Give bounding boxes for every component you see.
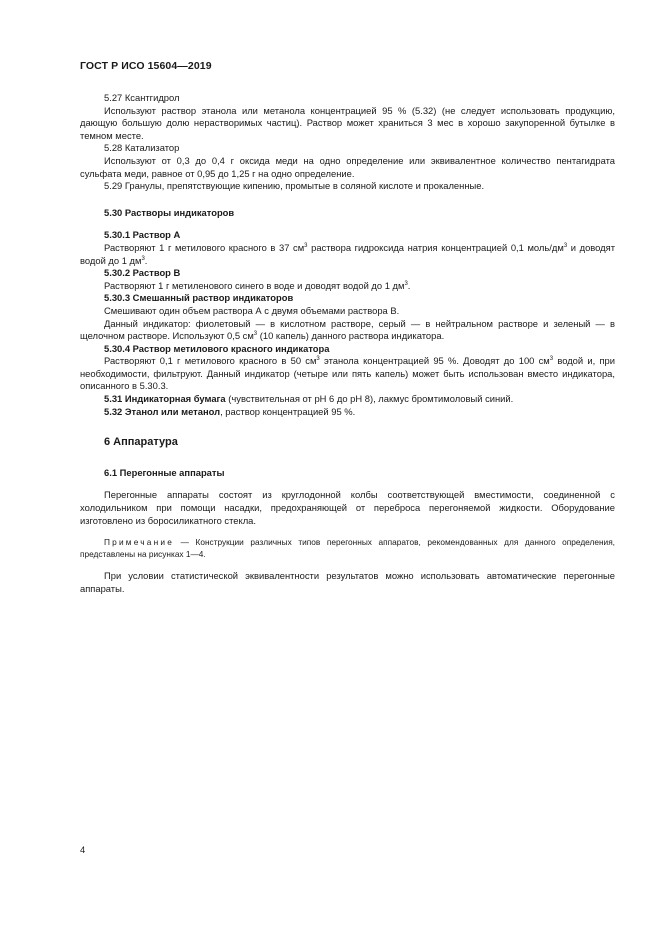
section-6-1-text-2: При условии статистической эквивалентности результатов можно использовать автоматические перегонные аппараты. <box>80 570 615 594</box>
section-5-30-3-text-1: Смешивают один объем раствора А с двумя объемами раствора В. <box>104 304 400 316</box>
page-number: 4 <box>80 844 86 855</box>
section-5-28-text: Используют от 0,3 до 0,4 г оксида меди на одно определение или эквивалентное количество пентагидрата сульфата меди, равное от 0,95 до 1,25 г на одно определение. <box>80 154 615 179</box>
section-5-27-title: 5.27 Ксантгидрол <box>104 92 180 103</box>
section-5-30-2-text: Растворяют 1 г метиленового синего в воде и доводят водой до 1 $дм^3$. <box>104 279 411 291</box>
section-5-30-4-text: Растворяют 0,1 г метилового красного в 50 $см^3$ этанола концентрацией 95 %. Доводят до 100 $см^3$ водой и, при необходимости, фильтруют. Данный индикатор (четыре или пять капель) может быть использован вместо индикатора, описанного в 5.30.3. <box>80 355 615 392</box>
section-5-29-text: 5.29 Гранулы, препятствующие кипению, промытые в соляной кислоте и прокаленные. <box>104 180 485 192</box>
section-5-30-2-title: 5.30.2 Раствор В <box>104 267 181 279</box>
document-header: ГОСТ Р ИСО 15604—2019 <box>80 60 212 72</box>
section-5-30-1-text: Растворяют 1 г метилового красного в 37 $см^3$ раствора гидроксида натрия концентрацией 0,1 моль/$дм^3$ и доводят водой до 1 $дм^3$. <box>80 241 616 266</box>
section-6-1-text-1: Перегонные аппараты состоят из круглодонной колбы соответствующей вместимости, соединенной с холодильником при помощи насадки, предохраняющей от переброса перегоняемой жидкости. Оборудование изготовлено из боросиликатного стекла. <box>80 489 615 526</box>
section-5-30-3-text-2: Данный индикатор: фиолетовый — в кислотном растворе, серый — в нейтральном растворе и зеленый — в щелочном растворе. Используют 0,5 $см^3$ (10 капель) данного раствора индикатора. <box>80 317 615 342</box>
section-5-30-1-title: 5.30.1 Раствор А <box>104 229 181 241</box>
section-5-30-title: 5.30 Растворы индикаторов <box>104 206 235 218</box>
section-6-title: 6 Аппаратура <box>104 436 178 449</box>
document-body <box>80 92 615 595</box>
section-5-32: 5.32 Этанол или метанол, раствор концентрацией 95 %. <box>104 405 356 417</box>
section-5-31: 5.31 Индикаторная бумага (чувствительная от рН 6 до рН 8), лакмус бромтимоловый синий. <box>104 393 514 405</box>
section-5-30-4-title: 5.30.4 Раствор метилового красного индикатора <box>104 342 330 354</box>
section-6-1-note: Примечание — Конструкции различных типов перегонных аппаратов, рекомендованных для данного определения, представлены на рисунках 1—4. <box>80 537 615 559</box>
section-5-30-3-title: 5.30.3 Смешанный раствор индикаторов <box>104 292 294 304</box>
section-5-28-title: 5.28 Катализатор <box>104 142 180 154</box>
note-label: Примечание <box>104 537 175 548</box>
section-6-1-title: 6.1 Перегонные аппараты <box>104 466 225 478</box>
section-5-27-text: Используют раствор этанола или метанола концентрацией 95 % (5.32) (не следует использовать продукцию, дающую большую долю нерастворимых частиц). Раствор может храниться 3 мес в хорошо закупоренной бутылке в темном месте. <box>80 104 615 141</box>
